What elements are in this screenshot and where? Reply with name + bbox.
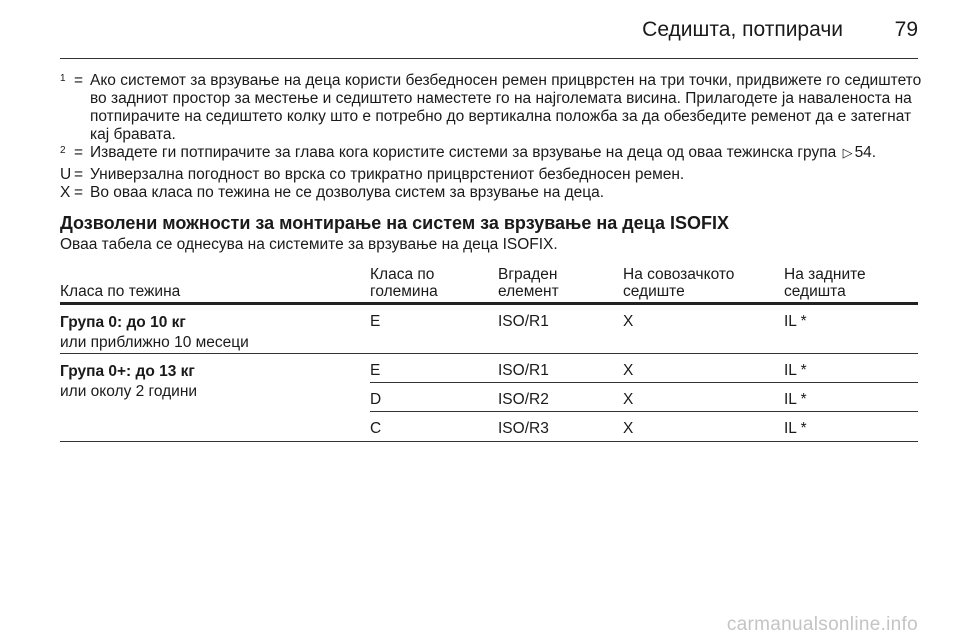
table-row [60,305,918,353]
footnote-1: $^1$ = Ако системот за врзување на деца користи безбедносен ремен прицврстен на три точки, придвижете го седиштето во задниот простор за местење и седиштето наместете го на најголемата висина. Прилагодете ја наваленоста на потпирачите на седиштето колку што е потребно до вертикална положба за да обезбедите ременот да е затегнат кај бравата. [60,72,922,143]
cell-size: C [370,420,382,437]
page-reference[interactable]: 54. [854,144,877,161]
footnotes [60,72,922,202]
cell-rear: IL * [784,313,807,330]
footnote-x: X = Во оваа класа по тежина не се дозволува систем за врзување на деца. [60,184,922,202]
cell-size: E [370,362,381,379]
table-row [60,412,918,441]
section-heading: Дозволени можности за монтирање на систем за врзување на деца ISOFIX [60,213,729,233]
footnote-text: Извадете ги потпирачите за глава кога користите системи за врзување на деца од оваа тежинска група [90,144,837,161]
footnote-2: $^2$ = Извадете ги потпирачите за глава кога користите системи за врзување на деца од оваа тежинска група ▷ 54. [60,144,877,161]
table-row [60,354,918,383]
cell-rear: IL * [784,362,807,379]
section-description: Оваа табела се однесува на системите за врзување на деца ISOFIX. [60,236,558,253]
cell-size: E [370,313,381,330]
arrow-right-icon: ▷ [842,145,853,160]
cell-front: X [623,362,634,379]
header-builtin: Вграден елемент [498,266,559,300]
table-header [60,266,918,305]
header-weight-class: Класа по тежина [60,283,181,300]
cell-size: D [370,391,382,408]
isofix-table [60,266,918,442]
page-number: 79 [894,18,918,41]
footnote-key: 2 [60,145,66,156]
footnote-text: Во оваа класа по тежина не се дозволува систем за врзување на деца. [90,184,605,202]
cell-rear: IL * [784,420,807,437]
cell-fixture: ISO/R1 [498,362,549,379]
footnote-key: X [60,184,71,202]
header-size-class: Класа по големина [370,266,438,300]
footnote-text: Универзална погодност во врска со трикратно прицврстениот безбедносен ремен. [90,166,685,184]
header-front-seat: На совозачкото седиште [623,266,735,300]
table-group [60,305,918,354]
cell-fixture: ISO/R3 [498,420,549,437]
footnote-text: Ако системот за врзување на деца користи безбедносен ремен прицврстен на три точки, придвижете го седиштето во задниот простор за местење и седиштето наместете го на најголемата висина. Прилагодете ја наваленоста на потпирачите на седиштето колку што е потребно до вертикална положба за да обезбедите ременот да е затегнат кај бравата. [90,72,922,143]
cell-fixture: ISO/R2 [498,391,549,408]
table-group [60,354,918,442]
cell-front: X [623,391,634,408]
cell-front: X [623,313,634,330]
page-header [60,0,918,59]
footnote-key: 1 [60,73,66,84]
watermark: carmanualsonline.info [726,614,918,635]
cell-rear: IL * [784,391,807,408]
cell-front: X [623,420,634,437]
group-description: или приближно 10 месеци [60,334,249,351]
table-row [60,383,918,412]
group-description: или околу 2 години [60,383,198,400]
group-name: Група 0: до 10 кг [60,314,186,331]
page-title: Седишта, потпирачи [642,18,843,41]
cell-fixture: ISO/R1 [498,313,549,330]
footnote-u: U = Универзална погодност во врска со трикратно прицврстениот безбедносен ремен. [60,166,922,184]
group-name: Група 0+: до 13 кг [60,363,195,380]
footnote-key: U [60,166,72,184]
header-rear-seats: На задните седишта [784,266,866,300]
